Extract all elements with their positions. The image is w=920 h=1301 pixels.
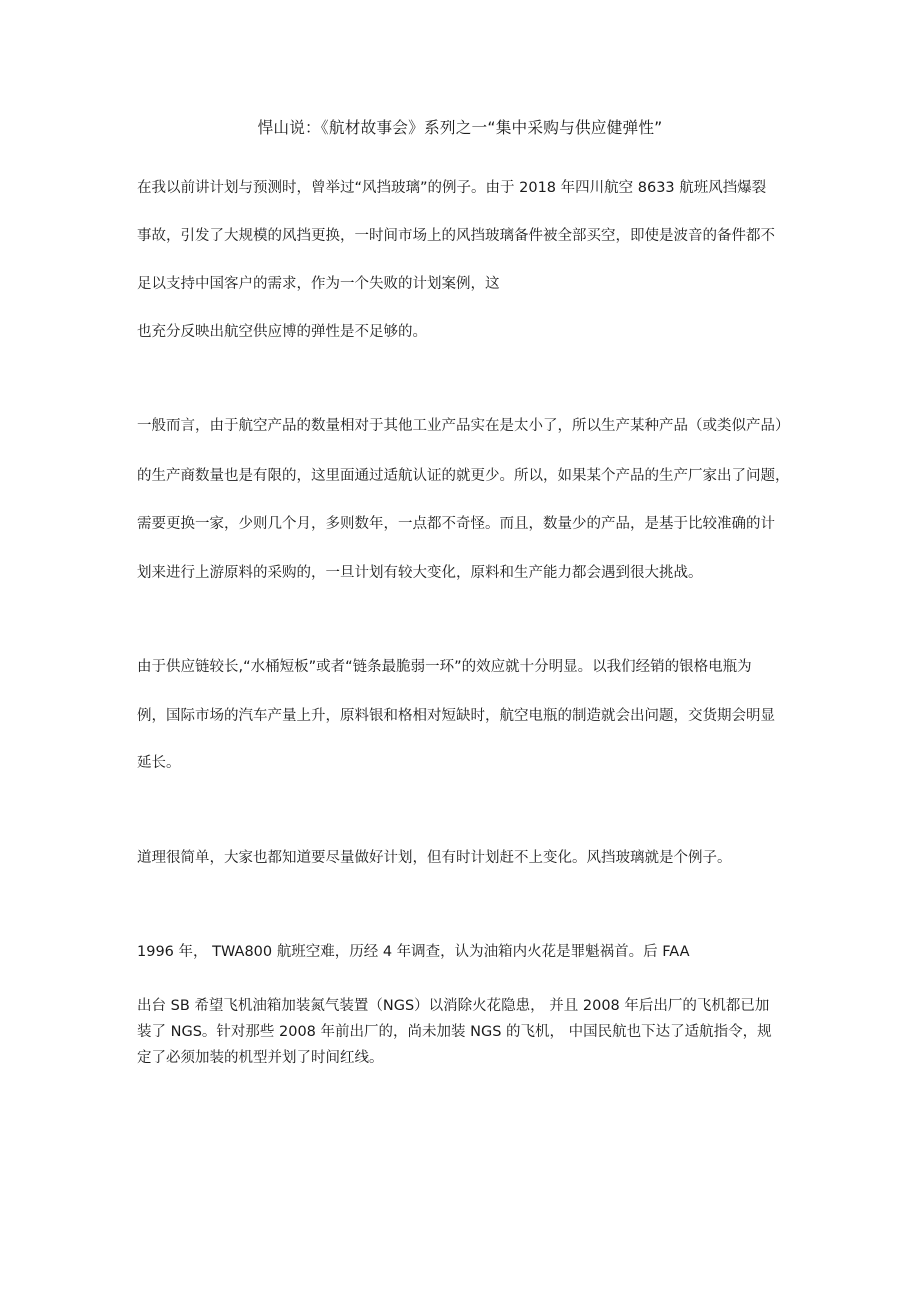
paragraph-3-line-3: 延长。 — [137, 755, 181, 771]
paragraph-3-line-1: 由于供应链较长,“水桶短板”或者“链条最脆弱一环”的效应就十分明显。以我们经销的银格电瓶为 — [137, 659, 752, 675]
paragraph-4-line-1: 道理很简单，大家也都知道要尽量做好计划，但有时计划赶不上变化。风挡玻璃就是个例子。 — [137, 850, 732, 866]
paragraph-1-line-3: 足以支持中国客户的需求，作为一个失败的计划案例，这 — [137, 276, 500, 292]
paragraph-2-line-3: 需要更换一家，少则几个月，多则数年，一点都不奇怪。而且，数量少的产品，是基于比较准确的计 — [137, 516, 775, 532]
paragraph-2-line-2: 的生产商数量也是有限的，这里面通过适航认证的就更少。所以，如果某个产品的生产厂家出了问题， — [137, 468, 790, 484]
document-title: 悍山说：《航材故事会》系列之一“集中采购与供应健弹性” — [257, 118, 663, 137]
paragraph-6-line-2: 装了 NGS。针对那些 2008 年前出厂的，尚未加装 NGS 的飞机， 中国民航也下达了适航指令，规 — [137, 1024, 772, 1040]
paragraph-6-line-3: 定了必须加装的机型并划了时间红线。 — [137, 1050, 384, 1066]
paragraph-1-line-2: 事故，引发了大规模的风挡更换，一时间市场上的风挡玻璃备件被全部买空，即使是波音的备件都不 — [137, 228, 775, 244]
paragraph-2-line-4: 划来进行上游原料的采购的，一旦计划有较大变化，原料和生产能力都会遇到很大挑战。 — [137, 565, 703, 581]
paragraph-3-line-2: 例，国际市场的汽车产量上升，原料银和格相对短缺时，航空电瓶的制造就会出问题，交货期会明显 — [137, 708, 775, 724]
paragraph-6-line-1: 出台 SB 希望飞机油箱加装氮气装置（NGS）以消除火花隐患， 并且 2008 年后出厂的飞机都已加 — [137, 998, 770, 1014]
paragraph-2-line-1: 一般而言，由于航空产品的数量相对于其他工业产品实在是太小了，所以生产某种产品（或类似产品） — [137, 418, 790, 434]
paragraph-1-line-1: 在我以前讲计划与预测时，曾举过“风挡玻璃”的例子。由于 2018 年四川航空 8633 航班风挡爆裂 — [137, 180, 767, 196]
paragraph-5-line-1: 1996 年， TWA800 航班空难，历经 4 年调查，认为油箱内火花是罪魁祸首。后 FAA — [137, 944, 690, 960]
paragraph-1-line-4: 也充分反映出航空供应博的弹性是不足够的。 — [137, 324, 427, 340]
